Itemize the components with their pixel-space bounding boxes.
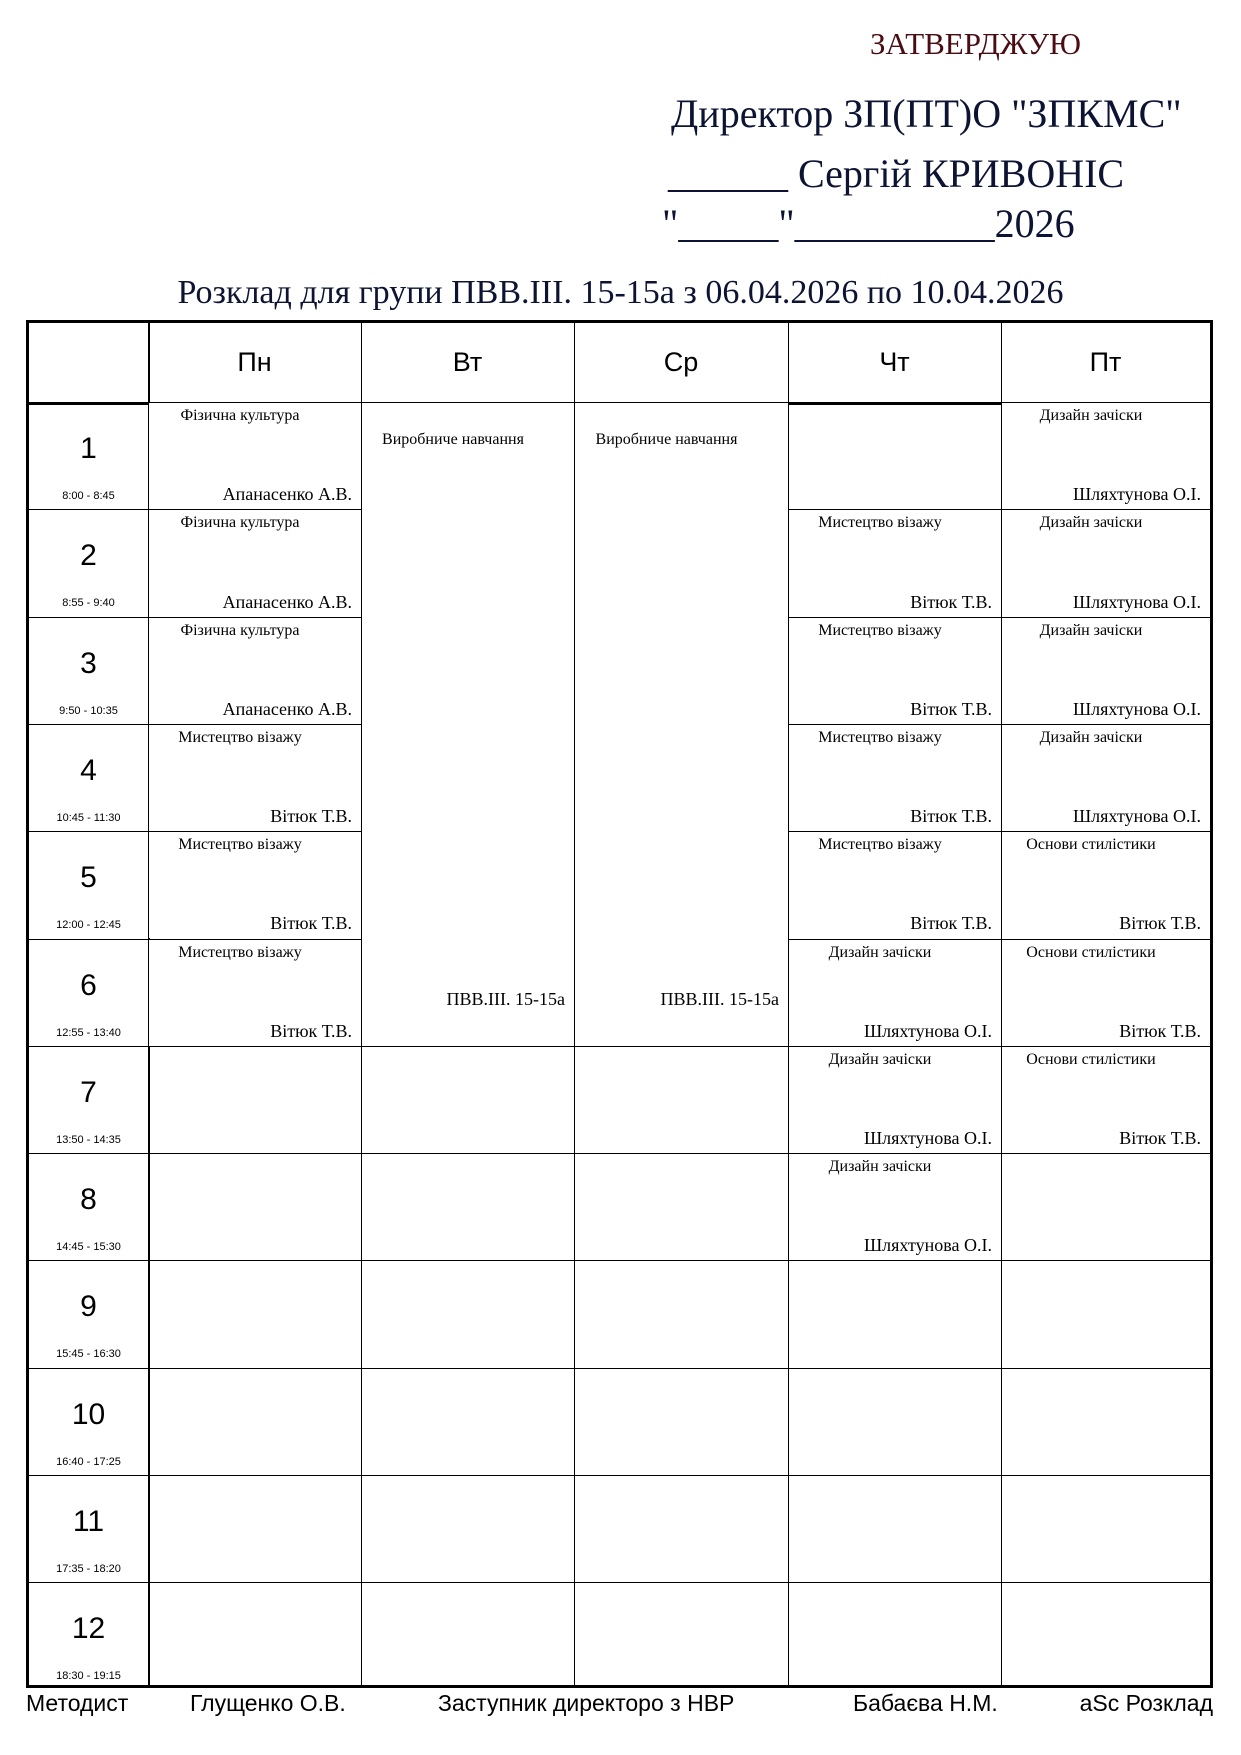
lesson-cell[interactable]: [1002, 618, 1210, 724]
period-time: 8:55 - 9:40: [62, 597, 115, 610]
period-number: 12: [71, 1612, 106, 1646]
lesson-subject: Мистецтво візажу: [818, 621, 942, 639]
lesson-cell[interactable]: [789, 510, 1001, 616]
period-time: 17:35 - 18:20: [56, 1563, 121, 1575]
row-divider: [29, 1582, 1210, 1583]
lesson-teacher: Вітюк Т.В.: [270, 806, 352, 827]
lesson-teacher: Вітюк Т.В.: [1119, 913, 1201, 934]
lesson-subject: Мистецтво візажу: [178, 943, 302, 961]
lesson-subject: Мистецтво візажу: [178, 836, 302, 854]
lesson-subject: Основи стилістики: [1026, 1050, 1156, 1068]
lesson-cell[interactable]: [1002, 940, 1210, 1046]
lesson-subject: Виробниче навчання: [595, 431, 738, 448]
lesson-cell[interactable]: [149, 832, 361, 938]
lesson-cell[interactable]: [149, 940, 361, 1046]
lesson-teacher: Вітюк Т.В.: [1119, 1020, 1201, 1041]
lesson-group: ПВВ.ІІІ. 15-15а: [660, 988, 779, 1009]
lesson-subject: Дизайн зачіски: [1039, 407, 1143, 424]
period-number: 11: [72, 1505, 105, 1538]
period-number: 5: [80, 861, 97, 895]
lesson-subject: Мистецтво візажу: [818, 728, 942, 746]
lesson-teacher: Шляхтунова О.І.: [1073, 484, 1201, 505]
row-divider: [29, 1475, 1210, 1476]
period-number: 8: [80, 1183, 97, 1217]
lesson-cell[interactable]: [1002, 725, 1210, 831]
period-number: 9: [80, 1290, 97, 1324]
row-divider: [29, 1153, 1210, 1154]
lesson-teacher: Апанасенко А.В.: [222, 591, 352, 612]
period-time: 18:30 - 19:15: [56, 1670, 121, 1683]
period-time: 13:50 - 14:35: [56, 1133, 121, 1146]
lesson-teacher: Вітюк Т.В.: [1119, 1128, 1201, 1149]
lesson-teacher: Шляхтунова О.І.: [864, 1128, 992, 1149]
period-time: 15:45 - 16:30: [56, 1348, 121, 1361]
lesson-teacher: Вітюк Т.В.: [910, 806, 992, 827]
lesson-teacher: Апанасенко А.В.: [222, 698, 352, 719]
lesson-subject: Фізична культура: [180, 514, 300, 532]
lesson-subject: Виробниче навчання: [382, 431, 524, 448]
lesson-subject: Дизайн зачіски: [828, 943, 932, 961]
lesson-subject: Мистецтво візажу: [178, 728, 302, 746]
lesson-subject: Фізична культура: [180, 407, 300, 424]
period-time: 16:40 - 17:25: [56, 1455, 121, 1468]
lesson-teacher: Шляхтунова О.І.: [1073, 591, 1201, 612]
lesson-subject: Основи стилістики: [1026, 836, 1156, 854]
period-number: 6: [80, 968, 97, 1002]
director-position: Директор ЗП(ПТ)О "ЗПКМС": [671, 91, 1182, 136]
lesson-cell[interactable]: [789, 618, 1001, 724]
period-number: 1: [80, 432, 97, 465]
lesson-subject: Дизайн зачіски: [1039, 728, 1143, 746]
day-header: Пн: [237, 347, 272, 377]
lesson-teacher: Вітюк Т.В.: [270, 913, 352, 934]
schedule-title: Розклад для групи ПВВ.ІІІ. 15-15а з 06.04.2026 по 10.04.2026: [177, 274, 1064, 311]
lesson-subject: Основи стилістики: [1026, 943, 1156, 961]
lesson-cell[interactable]: [149, 403, 361, 509]
period-number: 4: [80, 753, 97, 787]
period-number: 10: [71, 1397, 106, 1431]
lesson-cell[interactable]: [575, 403, 788, 1046]
day-header: Чт: [879, 347, 910, 377]
lesson-cell[interactable]: [1002, 1047, 1210, 1153]
lesson-cell[interactable]: [149, 725, 361, 831]
period-time: 12:55 - 13:40: [56, 1026, 121, 1039]
lesson-cell[interactable]: [149, 618, 361, 724]
approval-heading: ЗАТВЕРДЖУЮ: [870, 26, 1081, 61]
period-time: 9:50 - 10:35: [59, 704, 118, 717]
lesson-cell[interactable]: [1002, 832, 1210, 938]
lesson-teacher: Вітюк Т.В.: [270, 1020, 352, 1041]
lesson-teacher: Шляхтунова О.І.: [864, 1235, 992, 1256]
lesson-teacher: Вітюк Т.В.: [910, 913, 992, 934]
lesson-teacher: Шляхтунова О.І.: [1073, 806, 1201, 827]
director-signature-line: ______ Сергій КРИВОНІС: [668, 151, 1125, 196]
schedule-table: [26, 320, 1213, 1688]
period-number: 7: [80, 1075, 97, 1109]
lesson-subject: Мистецтво візажу: [818, 836, 942, 854]
lesson-cell[interactable]: [1002, 510, 1210, 616]
lesson-cell[interactable]: [149, 510, 361, 616]
lesson-subject: Дизайн зачіски: [1039, 621, 1143, 639]
methodist-label: Методист: [26, 1690, 129, 1716]
methodist-name: Глущенко О.В.: [190, 1690, 346, 1716]
lesson-subject: Мистецтво візажу: [818, 514, 942, 532]
period-time: 8:00 - 8:45: [62, 490, 115, 502]
day-header: Вт: [452, 347, 483, 377]
lesson-subject: Дизайн зачіски: [1039, 514, 1143, 532]
lesson-teacher: Апанасенко А.В.: [222, 484, 352, 505]
period-time: 10:45 - 11:30: [56, 811, 121, 824]
lesson-teacher: Шляхтунова О.І.: [864, 1020, 992, 1041]
approval-date-line: "_____"__________2026: [662, 201, 1075, 246]
software-credit: aSc Розклад: [1079, 1690, 1213, 1716]
lesson-subject: Дизайн зачіски: [828, 1050, 932, 1068]
lesson-cell[interactable]: [789, 725, 1001, 831]
lesson-teacher: Шляхтунова О.І.: [1073, 698, 1201, 719]
lesson-group: ПВВ.ІІІ. 15-15а: [446, 988, 565, 1009]
lesson-teacher: Вітюк Т.В.: [910, 591, 992, 612]
lesson-cell[interactable]: [789, 940, 1001, 1046]
day-header: Пт: [1089, 347, 1122, 377]
lesson-subject: Дизайн зачіски: [828, 1158, 932, 1176]
lesson-cell[interactable]: [362, 403, 574, 1046]
period-time: 14:45 - 15:30: [56, 1241, 121, 1254]
lesson-cell[interactable]: [789, 1154, 1001, 1260]
lesson-teacher: Вітюк Т.В.: [910, 698, 992, 719]
row-divider: [29, 1260, 1210, 1261]
day-header: Ср: [663, 347, 699, 377]
deputy-name: Бабаєва Н.М.: [853, 1690, 998, 1716]
lesson-subject: Фізична культура: [180, 621, 300, 639]
lesson-cell[interactable]: [1002, 403, 1210, 509]
period-time: 12:00 - 12:45: [56, 919, 121, 932]
period-number: 3: [80, 646, 97, 680]
deputy-label: Заступник директоро з НВР: [438, 1690, 735, 1716]
lesson-cell[interactable]: [789, 1047, 1001, 1153]
period-number: 2: [80, 539, 97, 573]
row-divider: [29, 1368, 1210, 1369]
lesson-cell[interactable]: [789, 832, 1001, 938]
